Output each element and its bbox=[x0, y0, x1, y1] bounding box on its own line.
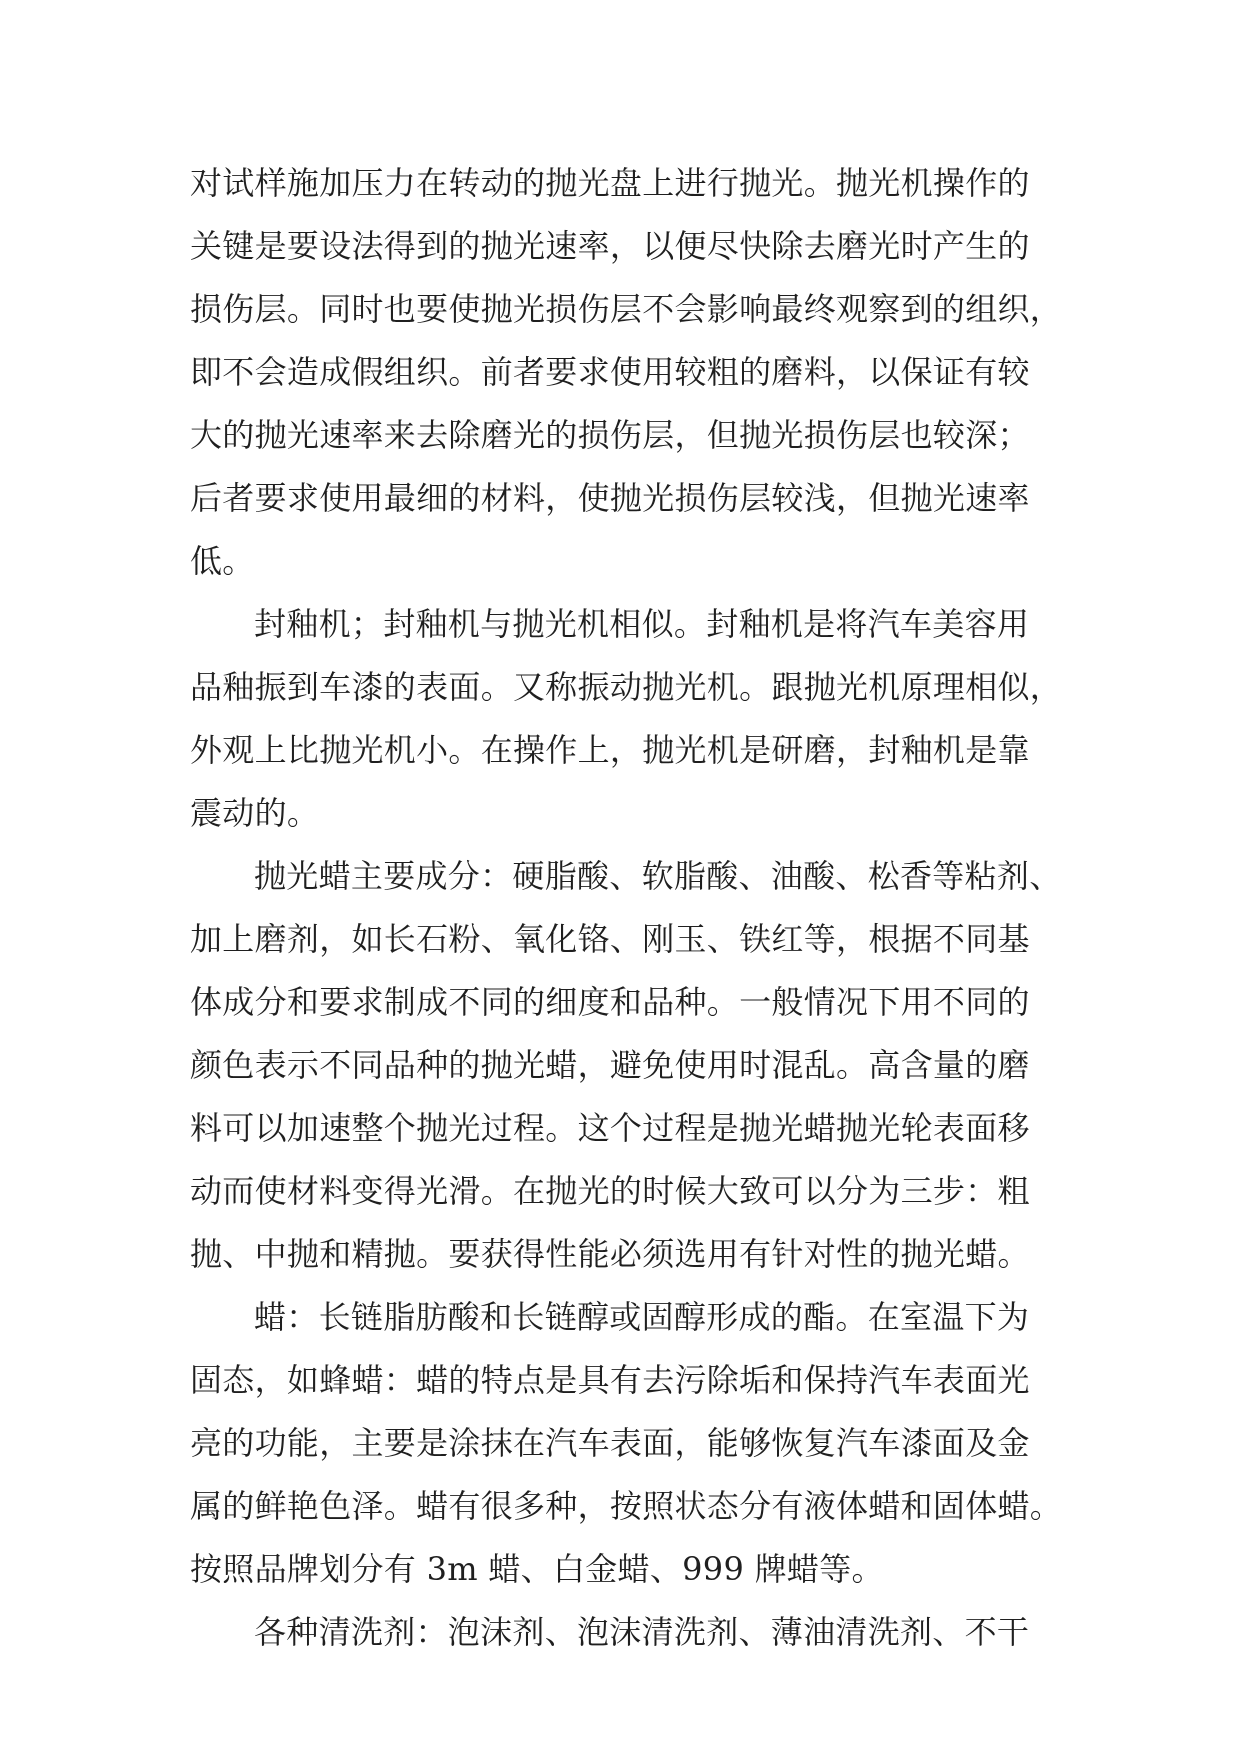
text-line: 体成分和要求制成不同的细度和品种。一般情况下用不同的 bbox=[190, 983, 1030, 1021]
text-line: 对试样施加压力在转动的抛光盘上进行抛光。抛光机操作的 bbox=[190, 164, 1030, 202]
text-line: 属的鲜艳色泽。蜡有很多种，按照状态分有液体蜡和固体蜡。 bbox=[190, 1487, 1063, 1525]
text-line: 低。 bbox=[190, 542, 255, 580]
text-line: 固态，如蜂蜡：蜡的特点是具有去污除垢和保持汽车表面光 bbox=[190, 1361, 1030, 1399]
text-line: 关键是要设法得到的抛光速率，以便尽快除去磨光时产生的 bbox=[190, 227, 1030, 265]
text-line: 损伤层。同时也要使抛光损伤层不会影响最终观察到的组织， bbox=[190, 290, 1063, 328]
text-line: 震动的。 bbox=[190, 794, 320, 832]
text-line: 料可以加速整个抛光过程。这个过程是抛光蜡抛光轮表面移 bbox=[190, 1109, 1030, 1147]
text-line: 品釉振到车漆的表面。又称振动抛光机。跟抛光机原理相似， bbox=[190, 668, 1063, 706]
text-line: 加上磨剂，如长石粉、氧化铬、刚玉、铁红等，根据不同基 bbox=[190, 920, 1030, 958]
text-line: 后者要求使用最细的材料，使抛光损伤层较浅，但抛光速率 bbox=[190, 479, 1030, 517]
paragraph-start-line: 封釉机；封釉机与抛光机相似。封釉机是将汽车美容用 bbox=[254, 605, 1030, 643]
text-line: 即不会造成假组织。前者要求使用较粗的磨料，以保证有较 bbox=[190, 353, 1030, 391]
paragraph-start-line: 各种清洗剂：泡沫剂、泡沫清洗剂、薄油清洗剂、不干 bbox=[254, 1613, 1030, 1651]
text-line: 抛、中抛和精抛。要获得性能必须选用有针对性的抛光蜡。 bbox=[190, 1235, 1030, 1273]
text-line: 颜色表示不同品种的抛光蜡，避免使用时混乱。高含量的磨 bbox=[190, 1046, 1030, 1084]
text-line: 亮的功能，主要是涂抹在汽车表面，能够恢复汽车漆面及金 bbox=[190, 1424, 1030, 1462]
text-line: 动而使材料变得光滑。在抛光的时候大致可以分为三步：粗 bbox=[190, 1172, 1030, 1210]
paragraph-start-line: 蜡：长链脂肪酸和长链醇或固醇形成的酯。在室温下为 bbox=[254, 1298, 1030, 1336]
text-line: 按照品牌划分有 3m 蜡、白金蜡、999 牌蜡等。 bbox=[190, 1550, 884, 1588]
paragraph-start-line: 抛光蜡主要成分：硬脂酸、软脂酸、油酸、松香等粘剂、 bbox=[254, 857, 1062, 895]
text-line: 大的抛光速率来去除磨光的损伤层，但抛光损伤层也较深； bbox=[190, 416, 1030, 454]
text-line: 外观上比抛光机小。在操作上，抛光机是研磨，封釉机是靠 bbox=[190, 731, 1030, 769]
